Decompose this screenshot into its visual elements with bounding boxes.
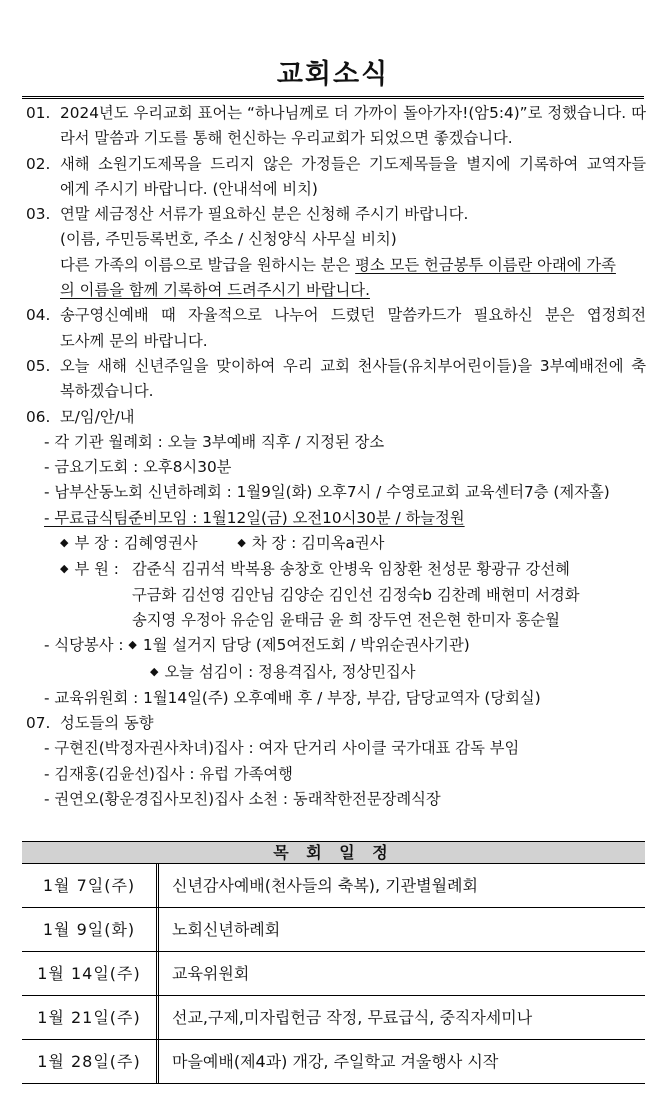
team-manager: 부 장 : 김혜영권사 <box>74 534 198 553</box>
kitchen-service <box>26 633 646 659</box>
notice-text: 송구영신예배 때 자율적으로 나누어 드렸던 말씀카드가 필요하신 분은 엽정희전 <box>60 306 646 325</box>
notice-02-cont: 에게 주시기 바랍니다. (안내석에 비치) <box>60 179 318 198</box>
kitchen-servers-text: 오늘 섬김이 : 정용격집사, 정상민집사 <box>164 662 416 681</box>
notice-heading: 성도들의 동향 <box>60 714 154 733</box>
notice-01-cont: 라서 말씀과 기도를 통해 헌신하는 우리교회가 되었으면 좋겠습니다. <box>60 129 513 148</box>
member-news: - 구현진(박정자권사차녀)집사 : 여자 단거리 사이클 국가대표 감독 부임 <box>44 739 520 758</box>
schedule-row <box>22 952 645 996</box>
diamond-bullet-icon: ◆ <box>60 562 69 576</box>
notice-number: 07. <box>26 714 51 733</box>
schedule-event: 신년감사예배(천사들의 축복), 기관별월례회 <box>172 876 478 895</box>
notice-04 <box>26 303 646 328</box>
notice-text: 오늘 새해 신년주일을 맞이하여 우리 교회 천사들(유치부어린이들)을 3부예배전에 축 <box>60 356 646 375</box>
notice-number: 01. <box>26 104 51 122</box>
notice-03-underlined-cont: 의 이름을 함께 기록하여 드려주시기 바랍니다. <box>60 281 370 300</box>
notice-text: 새해 소원기도제목을 드리지 않은 가정들은 기도제목들을 별지에 기록하여 교역자들 <box>60 154 646 173</box>
kitchen-dishwashing: 1월 설거지 담당 (제5여전도회 / 박위순권사기관) <box>142 636 470 655</box>
diamond-bullet-icon: ◆ <box>60 536 69 550</box>
schedule-date: 1월 28일(주) <box>22 1040 159 1083</box>
schedule-event: 교육위원회 <box>172 964 250 983</box>
schedule-row <box>22 1040 645 1084</box>
notice-07 <box>26 711 646 736</box>
page-title: 교회소식 <box>276 59 390 90</box>
schedule-date: 1월 9일(화) <box>22 908 159 951</box>
notice-heading: 모/임/안/내 <box>60 407 135 426</box>
notice-number: 04. <box>26 306 51 325</box>
meeting-free-meal-text: - 무료급식팀준비모임 : 1월12일(금) 오전10시30분 / 하늘정원 <box>44 508 465 527</box>
member-news: - 권연오(황운경집사모친)집사 소천 : 동래착한전문장례식장 <box>44 790 441 809</box>
kitchen-label: - 식당봉사 : <box>44 636 124 655</box>
notice-05 <box>26 354 646 379</box>
schedule-row <box>22 864 645 908</box>
members-line: 구금화 김선영 김안님 김양순 김인선 김정숙b 김찬례 배현미 서경화 <box>132 585 580 604</box>
notice-03 <box>26 202 646 227</box>
team-vice-manager: 차 장 : 김미옥a권사 <box>251 534 385 553</box>
diamond-bullet-icon: ◆ <box>237 536 246 550</box>
diamond-bullet-icon: ◆ <box>150 664 159 678</box>
schedule-row <box>22 996 645 1040</box>
schedule-date: 1월 14일(주) <box>22 952 159 995</box>
notice-03-line3 <box>26 253 646 278</box>
notice-02 <box>26 152 646 177</box>
notice-05-cont: 복하겠습니다. <box>60 382 154 401</box>
notice-03-line2: (이름, 주민등록번호, 주소 / 신청양식 사무실 비치) <box>60 230 397 249</box>
diamond-bullet-icon: ◆ <box>128 638 137 652</box>
meeting-monthly: - 각 기관 월례회 : 오늘 3부예배 직후 / 지정된 장소 <box>44 432 385 451</box>
free-meal-leaders <box>26 531 646 557</box>
notice-text: 2024년도 우리교회 표어는 “하나님께로 더 가까이 돌아가자!(암5:4)”로 정했습니다. 따 <box>60 104 646 122</box>
members-names <box>132 557 646 633</box>
meeting-friday-prayer: - 금요기도회 : 오후8시30분 <box>44 458 232 477</box>
notice-03-plain: 다른 가족의 이름으로 발급을 원하시는 분은 <box>60 255 356 274</box>
members-line: 송지영 우정아 유순임 윤태금 윤 희 장두연 전은현 한미자 홍순월 <box>132 610 560 629</box>
notice-06 <box>26 405 646 430</box>
meeting-presbytery: - 남부산동노회 신년하례회 : 1월9일(화) 오후7시 / 수영로교회 교육센터7층 (제자홀) <box>44 483 610 502</box>
notice-number: 06. <box>26 407 51 426</box>
title-divider <box>22 96 644 99</box>
notice-03-underlined: 평소 모든 헌금봉투 이름란 아래에 가족 <box>355 255 616 274</box>
kitchen-servers <box>26 660 646 686</box>
schedule-row <box>22 908 645 952</box>
schedule-date: 1월 7일(주) <box>22 864 159 907</box>
notice-list <box>26 101 646 812</box>
schedule-event: 마을예배(제4과) 개강, 주일학교 겨울행사 시작 <box>172 1052 499 1071</box>
schedule-date: 1월 21일(주) <box>22 996 159 1039</box>
members-label-wrap <box>60 557 132 633</box>
meeting-education: - 교육위원회 : 1월14일(주) 오후예배 후 / 부장, 부감, 담당교역자 (당회실) <box>44 688 541 707</box>
notice-04-cont: 도사께 문의 바랍니다. <box>60 331 208 350</box>
notice-number: 02. <box>26 154 51 173</box>
member-news: - 김재홍(김윤선)집사 : 유럽 가족여행 <box>44 764 293 783</box>
notice-01 <box>26 101 646 126</box>
schedule-event: 노회신년하례회 <box>172 920 281 939</box>
members-line: 감준식 김귀석 박복용 송창호 안병욱 임창환 천성문 황광규 강선혜 <box>132 560 570 579</box>
notice-03-line4 <box>26 278 646 303</box>
meeting-free-meal <box>26 506 646 531</box>
free-meal-members <box>26 557 646 633</box>
notice-text: 연말 세금정산 서류가 필요하신 분은 신청해 주시기 바랍니다. <box>60 205 469 224</box>
schedule-table <box>22 864 645 1084</box>
schedule-event: 선교,구제,미자립헌금 작정, 무료급식, 중직자세미나 <box>172 1008 533 1027</box>
members-label: 부 원 : <box>74 560 119 579</box>
schedule-header: 목 회 일 정 <box>22 841 645 864</box>
notice-number: 03. <box>26 205 51 224</box>
notice-number: 05. <box>26 356 51 375</box>
